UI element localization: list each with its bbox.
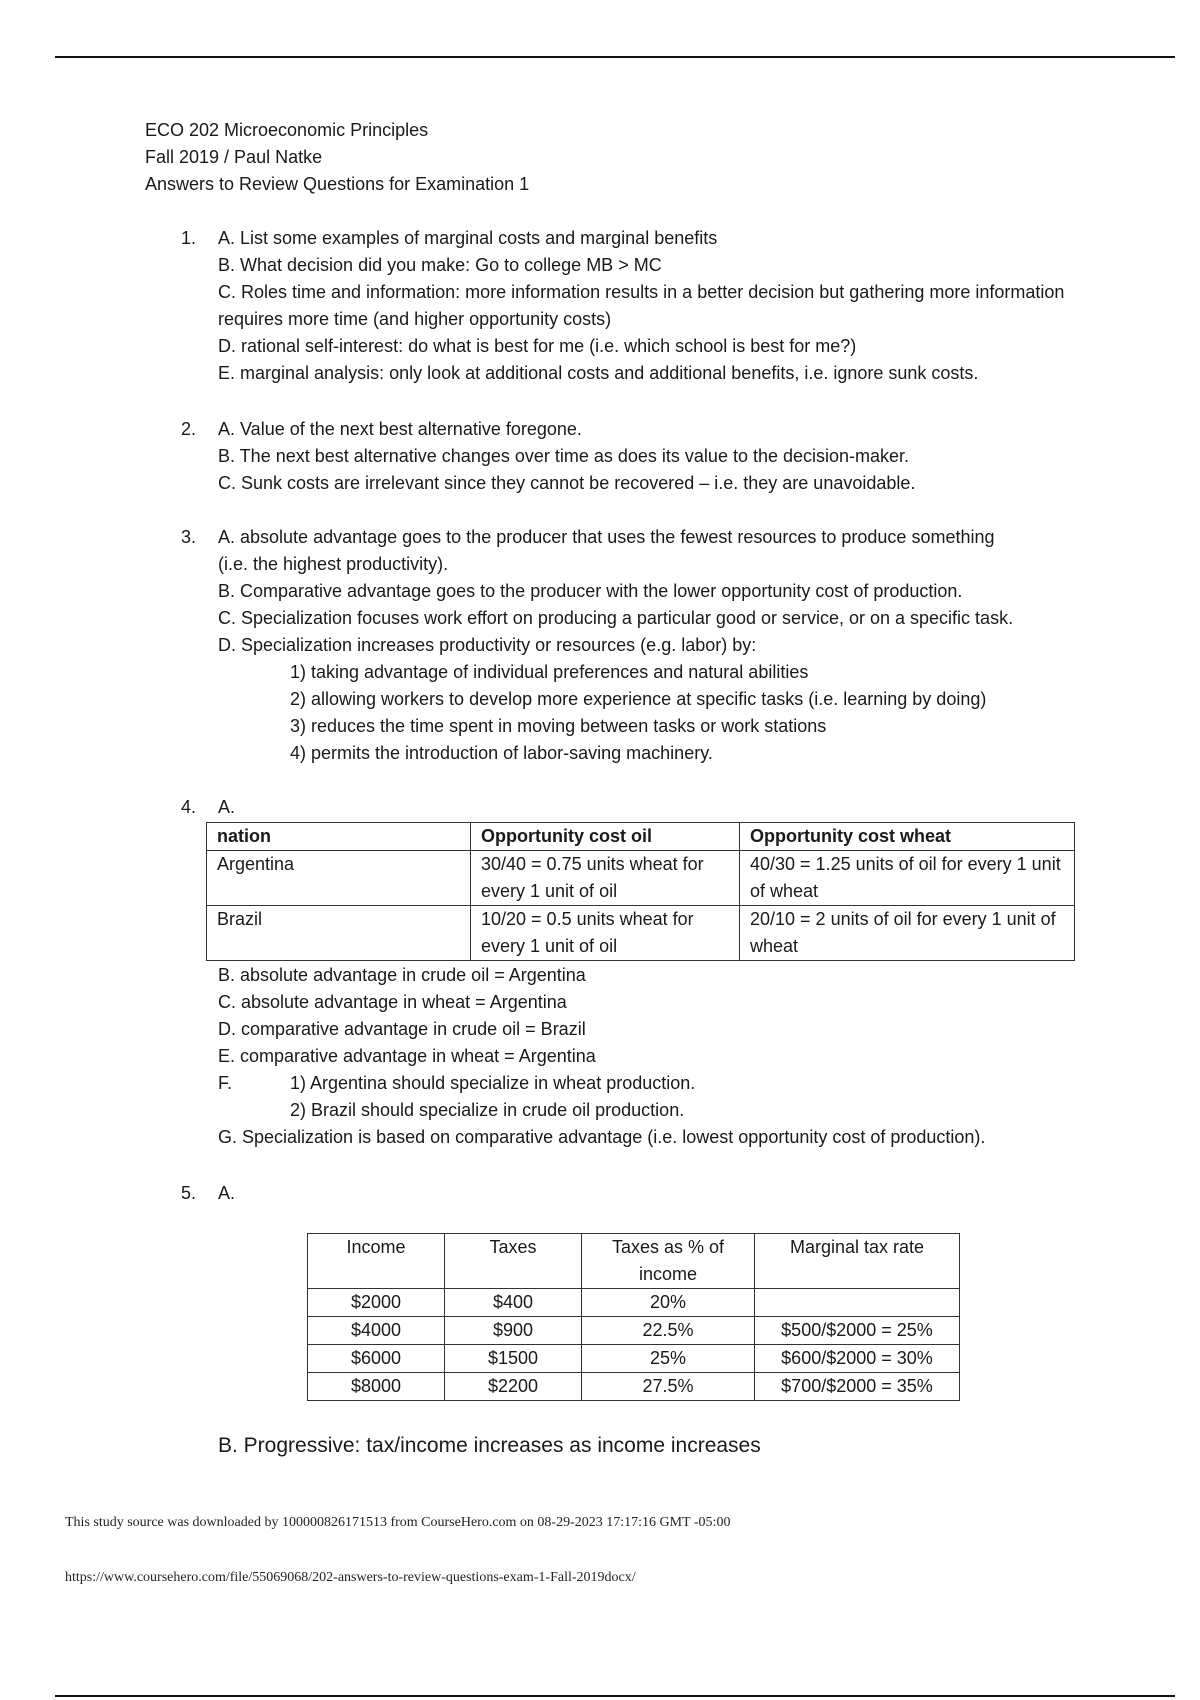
cell: 22.5% [582,1317,755,1345]
document-title: Answers to Review Questions for Examination 1 [145,174,530,194]
header-cell: Opportunity cost wheat [740,823,1075,851]
sub-item: 1) Argentina should specialize in wheat production. [290,1073,696,1093]
course-title: ECO 202 Microeconomic Principles [145,120,429,140]
part-label: A. [218,1183,236,1203]
cell: $6000 [308,1345,445,1373]
q5-answer-b: B. Progressive: tax/income increases as income increases [218,1434,761,1457]
answer-line: D. comparative advantage in crude oil = Brazil [218,1019,586,1039]
part-label: A. [218,797,236,817]
cell: $400 [445,1289,582,1317]
question-4-answers [181,962,1131,1151]
answer-line: A. Value of the next best alternative foregone. [218,419,582,439]
table-row [308,1317,960,1345]
cell: $700/$2000 = 35% [755,1373,960,1401]
answer-line: A. List some examples of marginal costs and marginal benefits [218,228,718,248]
cell: 25% [582,1345,755,1373]
answer-line: B. Comparative advantage goes to the producer with the lower opportunity cost of production. [218,581,963,601]
table-row [207,906,1075,961]
question-number: 3. [181,527,197,547]
table-row [207,851,1075,906]
opportunity-cost-table [206,822,1075,961]
header-cell: Opportunity cost oil [471,823,740,851]
answer-line: D. rational self-interest: do what is best for me (i.e. which school is best for me?) [218,336,857,356]
cell: $1500 [445,1345,582,1373]
header-cell: Income [308,1234,445,1289]
sub-item: 2) Brazil should specialize in crude oil production. [290,1100,685,1120]
question-number: 5. [181,1183,197,1203]
answer-line: C. absolute advantage in wheat = Argentina [218,992,567,1012]
cell: $8000 [308,1373,445,1401]
question-1 [181,225,1131,387]
header-cell: Taxes [445,1234,582,1289]
question-number: 1. [181,228,197,248]
sub-item: 4) permits the introduction of labor-saving machinery. [290,743,713,763]
source-url: https://www.coursehero.com/file/55069068/202-answers-to-review-questions-exam-1-Fall-2019docx/ [65,1570,636,1585]
cell: $600/$2000 = 30% [755,1345,960,1373]
cell: $2000 [308,1289,445,1317]
table-row [308,1373,960,1401]
download-notice: This study source was downloaded by 100000826171513 from CourseHero.com on 08-29-2023 17:17:16 GMT -05:00 [65,1515,731,1530]
answer-line: C. Sunk costs are irrelevant since they cannot be recovered – i.e. they are unavoidable. [218,473,916,493]
top-rule [55,56,1175,58]
question-3 [181,524,1131,767]
cell: 10/20 = 0.5 units wheat for every 1 unit of oil [471,906,740,961]
table-header-row [308,1234,960,1289]
answer-line: C. Roles time and information: more information results in a better decision but gathering more information requires more time (and higher opportunity costs) [218,282,1065,329]
sub-item: 3) reduces the time spent in moving between tasks or work stations [290,716,827,736]
header [145,117,529,198]
answer-line: D. Specialization increases productivity or resources (e.g. labor) by: [218,635,757,655]
answer-line: E. comparative advantage in wheat = Argentina [218,1046,596,1066]
part-label: F. [218,1073,233,1093]
table-row [308,1345,960,1373]
cell: $4000 [308,1317,445,1345]
header-cell: Taxes as % of income [582,1234,755,1289]
answer-line: G. Specialization is based on comparative advantage (i.e. lowest opportunity cost of production). [218,1127,986,1147]
question-5 [181,1180,1131,1207]
question-2 [181,416,1131,497]
cell: $2200 [445,1373,582,1401]
answer-line: B. The next best alternative changes over time as does its value to the decision-maker. [218,446,910,466]
cell: Argentina [207,851,471,906]
table-row [308,1289,960,1317]
header-cell: Marginal tax rate [755,1234,960,1289]
term-instructor: Fall 2019 / Paul Natke [145,147,323,167]
cell: 20% [582,1289,755,1317]
cell: 40/30 = 1.25 units of oil for every 1 unit of wheat [740,851,1075,906]
answer-line: B. absolute advantage in crude oil = Argentina [218,965,586,985]
sub-item: 2) allowing workers to develop more experience at specific tasks (i.e. learning by doing) [290,689,987,709]
cell: $500/$2000 = 25% [755,1317,960,1345]
table-header-row [207,823,1075,851]
cell [755,1289,960,1317]
question-number: 4. [181,797,197,817]
bottom-rule [55,1695,1175,1697]
question-4 [181,794,1131,821]
cell: 30/40 = 0.75 units wheat for every 1 unit of oil [471,851,740,906]
answer-line: A. absolute advantage goes to the producer that uses the fewest resources to produce something (i.e. the highest productivity). [218,527,995,574]
cell: 20/10 = 2 units of oil for every 1 unit of wheat [740,906,1075,961]
sub-item: 1) taking advantage of individual preferences and natural abilities [290,662,809,682]
cell: 27.5% [582,1373,755,1401]
answer-line: C. Specialization focuses work effort on producing a particular good or service, or on a specific task. [218,608,1014,628]
tax-table [307,1233,960,1401]
question-number: 2. [181,419,197,439]
cell: Brazil [207,906,471,961]
answer-line: E. marginal analysis: only look at additional costs and additional benefits, i.e. ignore sunk costs. [218,363,979,383]
answer-line: B. What decision did you make: Go to college MB > MC [218,255,662,275]
header-cell: nation [207,823,471,851]
cell: $900 [445,1317,582,1345]
